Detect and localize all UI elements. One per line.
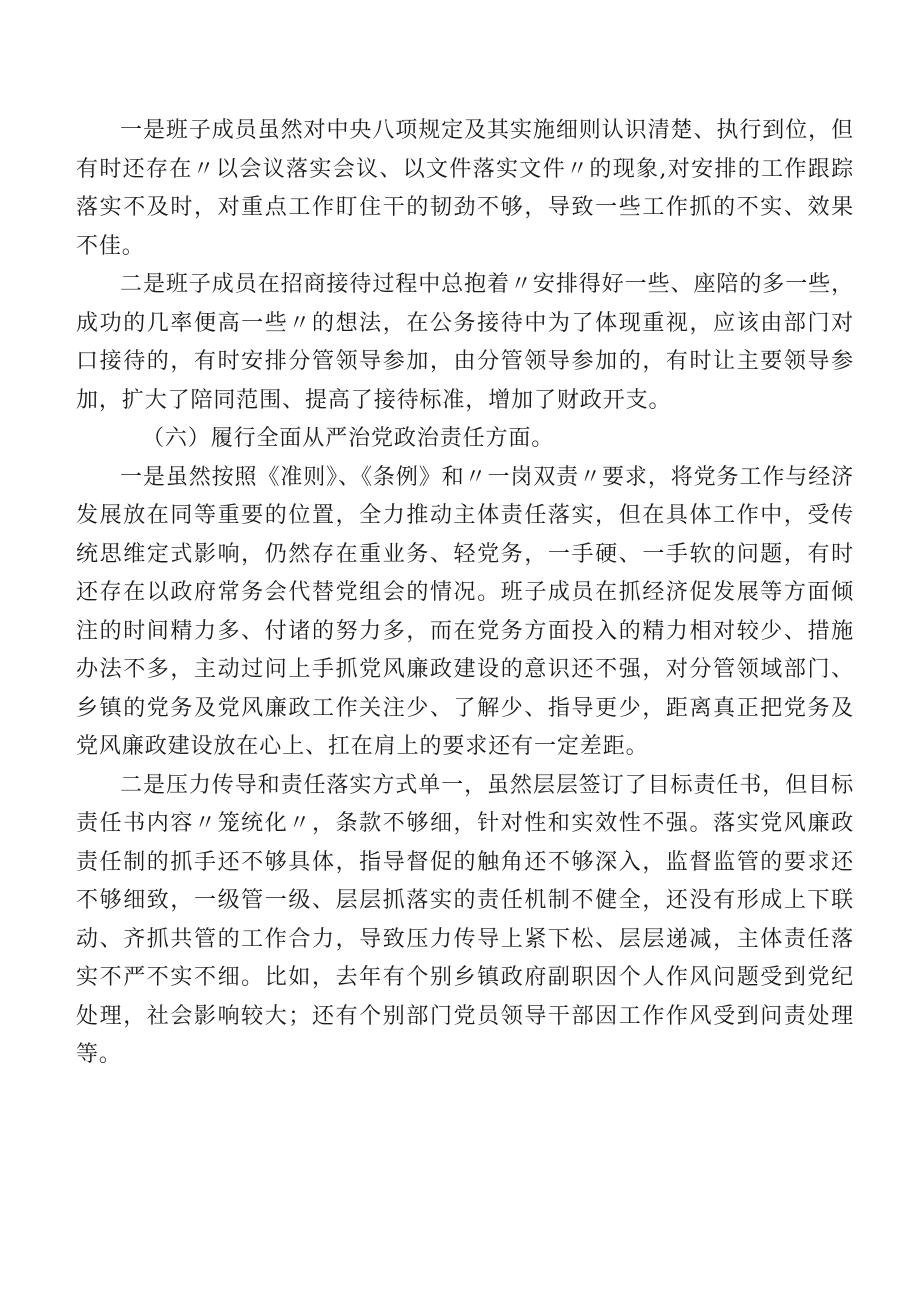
section-heading-six: （六）履行全面从严治党政治责任方面。 — [142, 426, 555, 451]
paragraph-party-duty-2: 二是压力传导和责任落实方式单一，虽然层层签订了目标责任书，但目标责任书内容〃笼统化〃，条款不够细，针对性和实效性不强。落实党风廉政责任制的抓手还不够具体，指导督促的触角还不够深入，监督监管的要求还不够细致，一级管一级、层层抓落实的责任机制不健全，还没有形成上下联动、齐抓共管的工作合力，导致压力传导上紧下松、层层递减，主体责任落实不严不实不细。比如，去年有个别乡镇政府副职因个人作风问题受到党纪处理，社会影响较大；还有个别部门党员领导干部因工作作风受到问责处理等。 — [76, 772, 854, 1067]
paragraph-problem-2-reception: 二是班子成员在招商接待过程中总抱着〃安排得好一些、座陪的多一些，成功的几率便高一些〃的想法，在公务接待中为了体现重视，应该由部门对口接待的，有时安排分管领导参加，由分管领导参加的，有时让主要领导参加，扩大了陪同范围、提高了接待标准，增加了财政开支。 — [76, 272, 854, 413]
document-body — [76, 112, 854, 1075]
paragraph-party-duty-1: 一是虽然按照《准则》、《条例》和〃一岗双责〃要求，将党务工作与经济发展放在同等重要的位置，全力推动主体责任落实，但在具体工作中，受传统思维定式影响，仍然存在重业务、轻党务，一手硬、一手软的问题，有时还存在以政府常务会代替党组会的情况。班子成员在抓经济促发展等方面倾注的时间精力多、付诸的努力多，而在党务方面投入的精力相对较少、措施办法不多，主动过问上手抓党风廉政建设的意识还不强，对分管领域部门、乡镇的党务及党风廉政工作关注少、了解少、指导更少，距离真正把党务及党风廉政建设放在心上、扛在肩上的要求还有一定差距。 — [76, 464, 854, 759]
paragraph-problem-1-eight-regulations: 一是班子成员虽然对中央八项规定及其实施细则认识清楚、执行到位，但有时还存在〃以会议落实会议、以文件落实文件〃的现象,对安排的工作跟踪落实不及时，对重点工作盯住干的韧劲不够，导致一些工作抓的不实、效果不佳。 — [76, 118, 854, 259]
